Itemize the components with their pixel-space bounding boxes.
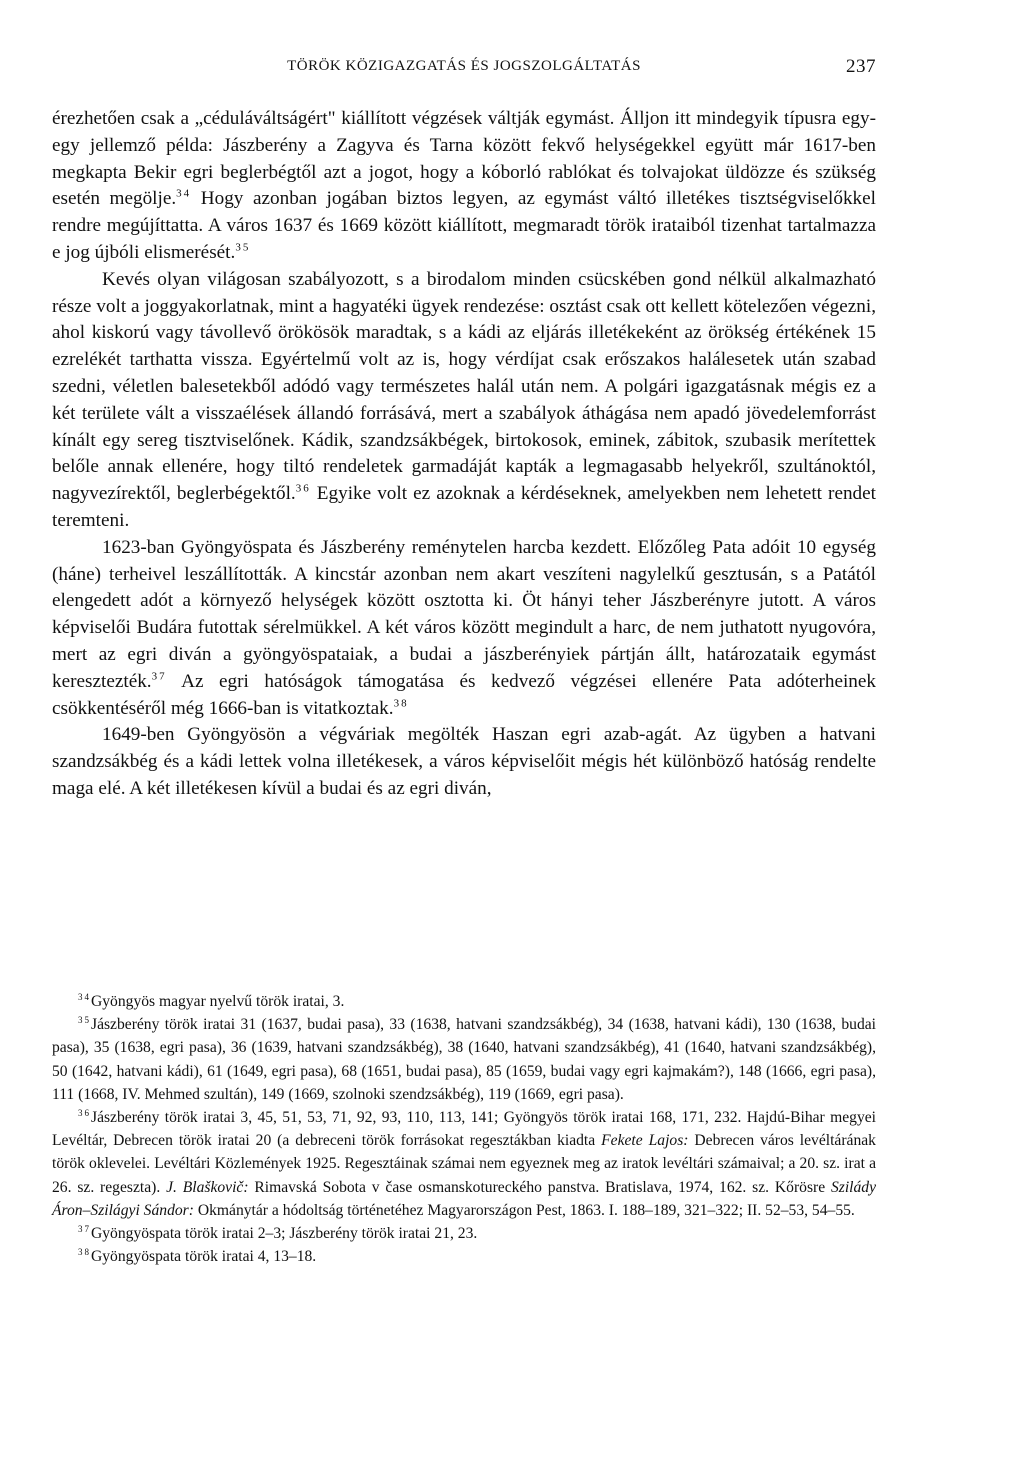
body-text [52,106,876,803]
footnote-number: 37 [78,1223,91,1234]
footnote-ref: 37 [151,670,167,683]
footnote [52,1106,876,1222]
footnote [52,1013,876,1106]
footnote [52,1222,876,1245]
footnote-number: 38 [78,1247,91,1258]
footnote-ref: 35 [235,241,251,254]
paragraph-text: Kevés olyan világosan szabályozott, s a birodalom minden csücskében gond nélkül alkalmazható része volt a joggyakorlatnak, mint a hagyatéki ügyek rendezése: osztást csak ott kellett kötelezően végezni, ahol kiskorú vagy távollevő örökösök maradtak, s a kádi az eljárás illetékeként az örökség értékének 15 ezrelékét tarthatta vissza. Egyértelmű volt az is, hogy vérdíjat csak erőszakos halálesetek után szabad szedni, véletlen balesetekből adódó vagy természetes halál után nem. A polgári igazgatásnak mégis ez a két területe vált a visszaélések állandó forrásává, mert a szabályok áthágása nem apadó jövedelemforrást kínált egy sereg tisztviselőnek. Kádik, szandzsákbégek, birtokosok, eminek, zábitok, szubasik merítettek belőle annak ellenére, hogy tiltó rendeletek garmadáját kapták a legmagasabb helyekről, szultánoktól, nagyvezírektől, beglerbégektől. [52,268,876,505]
footnote-ref: 34 [176,188,192,200]
footnote-text: Jászberény török iratai 31 (1637, budai pasa), 33 (1638, hatvani szandzsákbég), 34 (1638, hatvani kádi), 130 (1638, budai pasa), 35 (1638, egri pasa), 36 (1639, hatvani szandzsákbég), 38 (1640, hatvani szandzsákbég), 41 (1640, hatvani szandzsákbég), 50 (1642, hatvani kádi), 61 (1649, egri pasa), 68 (1651, budai pasa), 85 (1659, budai vagy egri kajmakám?), 148 (1666, egri pasa), 111 (1668, IV. Mehmed szultán), 149 (1669, szolnoki szendzsákbég), 119 (1669, egri pasa). [52,1016,876,1103]
footnote-number: 36 [78,1107,91,1118]
footnote [52,1245,876,1268]
paragraph [52,267,876,535]
running-header [52,52,876,92]
footnote-text: Rimavská Sobota v čase osmanskotureckého panstva. Bratislava, 1974, 162. sz. Kőrösre [248,1178,831,1196]
author-name: Szilády Áron–Szilágyi Sándor: [52,1178,877,1219]
footnote-text: Gyöngyöspata török iratai 4, 13–18. [91,1248,317,1266]
author-name: J. Blaškovič: [166,1178,249,1196]
footnote-text: Gyöngyös magyar nyelvű török iratai, 3. [91,993,345,1010]
footnote-text: Debrecen város levéltárának török oklevelei. Levéltári Közlemények 1925. Regesztáinak számai nem egyeznek meg az iratok levéltári számaival; a 20. sz. irat a 26. sz. regeszta). [52,1132,876,1196]
footnote-number: 34 [78,991,91,1002]
paragraph-text: 1649-ben Gyöngyösön a végváriak megölték Haszan egri azab-agát. Az ügyben a hatvani szandzsákbég és a kádi lettek volna illetékesek, a város képviselőit mégis hét különböző hatóság rendelte maga elé. A két illetékesen kívül a budai és az egri diván, [52,724,876,799]
footnote [52,990,876,1013]
footnote-text: Gyöngyöspata török iratai 2–3; Jászberény török iratai 21, 23. [91,1225,478,1243]
paragraph-text: Az egri hatóságok támogatása és kedvező végzései ellenére Pata adóterheinek csökkentéséről még 1666-ban is vitatkoztak. [52,670,876,719]
paragraph [52,106,876,267]
paragraph-text: Egyike volt ez azoknak a kérdéseknek, amelyekben nem lehetett rendet teremteni. [52,483,876,531]
paragraph [52,722,876,802]
author-name: Fekete Lajos: [601,1132,689,1150]
footnote-number: 35 [78,1015,91,1026]
footnotes [52,990,876,1268]
footnote-ref: 36 [295,482,311,495]
paragraph-text: érezhetően csak a „céduláváltságért" kiállított végzések váltják egymást. Álljon itt mindegyik típusra egy-egy jellemző példa: Jászberény a Zagyva és Tarna között fekvő helységekkel együtt már 1617-ben megkapta Bekir egri beglerbégtől azt a jogot, hogy a kóborló rablókat és tolvajokat üldözze és szükség esetén megölje. [52,108,876,210]
paragraph-text: 1623-ban Gyöngyöspata és Jászberény reménytelen harcba kezdett. Előzőleg Pata adóit 10 egység (háne) terheivel leszállították. A kincstár azonban nem akart veszíteni nagylelkű gesztusán, s a Patától elengedett adót a környező helységek között osztotta ki. Öt hányi teher Jászberényre jutott. A város képviselői Budára futottak sérelmükkel. A két város között megindult a harc, de nem juthatott nyugovóra, mert az egri diván a gyöngyöspataiak, a budai a jászberényiek pártján állt, határozataik egymást keresztezték. [52,536,876,692]
page-number: 237 [846,56,876,77]
page [52,52,876,803]
footnote-text: Jászberény török iratai 3, 45, 51, 53, 71, 92, 93, 110, 113, 141; Gyöngyös török iratai 168, 171, 232. Hajdú-Bihar megyei Levéltár, Debrecen török iratai 20 (a debreceni török forrásokat regesztákban kiadta [52,1109,876,1150]
paragraph-text: Hogy azonban jogában biztos legyen, az egymást váltó illetékes tisztségviselőkkel rendre megújíttatta. A város 1637 és 1669 között kiállított, megmaradt török irataiból tizenhat tartalmazza e jog újbóli elismerését. [52,188,876,263]
running-title: TÖRÖK KÖZIGAZGATÁS ÉS JOGSZOLGÁLTATÁS [287,58,641,74]
footnote-ref: 38 [393,697,409,710]
paragraph [52,535,876,723]
footnote-text: Okmánytár a hódoltság történetéhez Magyarországon Pest, 1863. I. 188–189, 321–322; II. 52–53, 54–55. [193,1201,855,1219]
